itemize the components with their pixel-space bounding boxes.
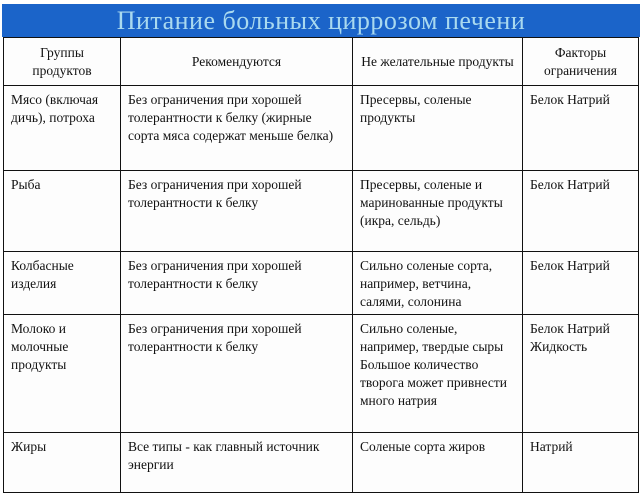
table-cell: Пресервы, соленые и маринованные продукты (икра, сельдь) <box>353 171 523 252</box>
header-row <box>4 38 639 86</box>
table-cell: Сильно соленые сорта, например, ветчина, салями, солонина <box>353 252 523 315</box>
table-cell: Жиры <box>4 433 121 493</box>
table-cell: Белок Натрий <box>523 171 639 252</box>
page-title: Питание больных циррозом печени <box>116 5 526 35</box>
table-cell: Рыба <box>4 171 121 252</box>
table-cell: Без ограничения при хорошей толерантности к белку <box>121 252 353 315</box>
table-container <box>3 37 638 493</box>
table-row <box>4 86 639 171</box>
header-cell: Рекомендуются <box>121 38 353 86</box>
nutrition-table <box>3 37 639 493</box>
table-cell: Молоко и молочные продукты <box>4 315 121 433</box>
title-bar <box>2 4 640 37</box>
table-cell: Пресервы, соленые продукты <box>353 86 523 171</box>
header-cell: Не желательные продукты <box>353 38 523 86</box>
table-cell: Белок Натрий <box>523 86 639 171</box>
table-cell: Сильно соленые, например, твердые сыры Большое количество творога может привнести много натрия <box>353 315 523 433</box>
table-cell: Без ограничения при хорошей толерантности к белку <box>121 171 353 252</box>
table-cell: Без ограничения при хорошей толерантности к белку (жирные сорта мяса содержат меньше белка) <box>121 86 353 171</box>
table-row <box>4 315 639 433</box>
table-body <box>4 86 639 493</box>
table-row <box>4 433 639 493</box>
table-cell: Без ограничения при хорошей толерантности к белку <box>121 315 353 433</box>
table-cell: Колбасные изделия <box>4 252 121 315</box>
table-cell: Мясо (включая дичь), потроха <box>4 86 121 171</box>
table-cell: Соленые сорта жиров <box>353 433 523 493</box>
table-cell: Натрий <box>523 433 639 493</box>
table-cell: Белок Натрий Жидкость <box>523 315 639 433</box>
table-header <box>4 38 639 86</box>
header-cell: Факторы ограничения <box>523 38 639 86</box>
table-row <box>4 252 639 315</box>
table-cell: Все типы - как главный источник энергии <box>121 433 353 493</box>
table-cell: Белок Натрий <box>523 252 639 315</box>
table-row <box>4 171 639 252</box>
header-cell: Группы продуктов <box>4 38 121 86</box>
